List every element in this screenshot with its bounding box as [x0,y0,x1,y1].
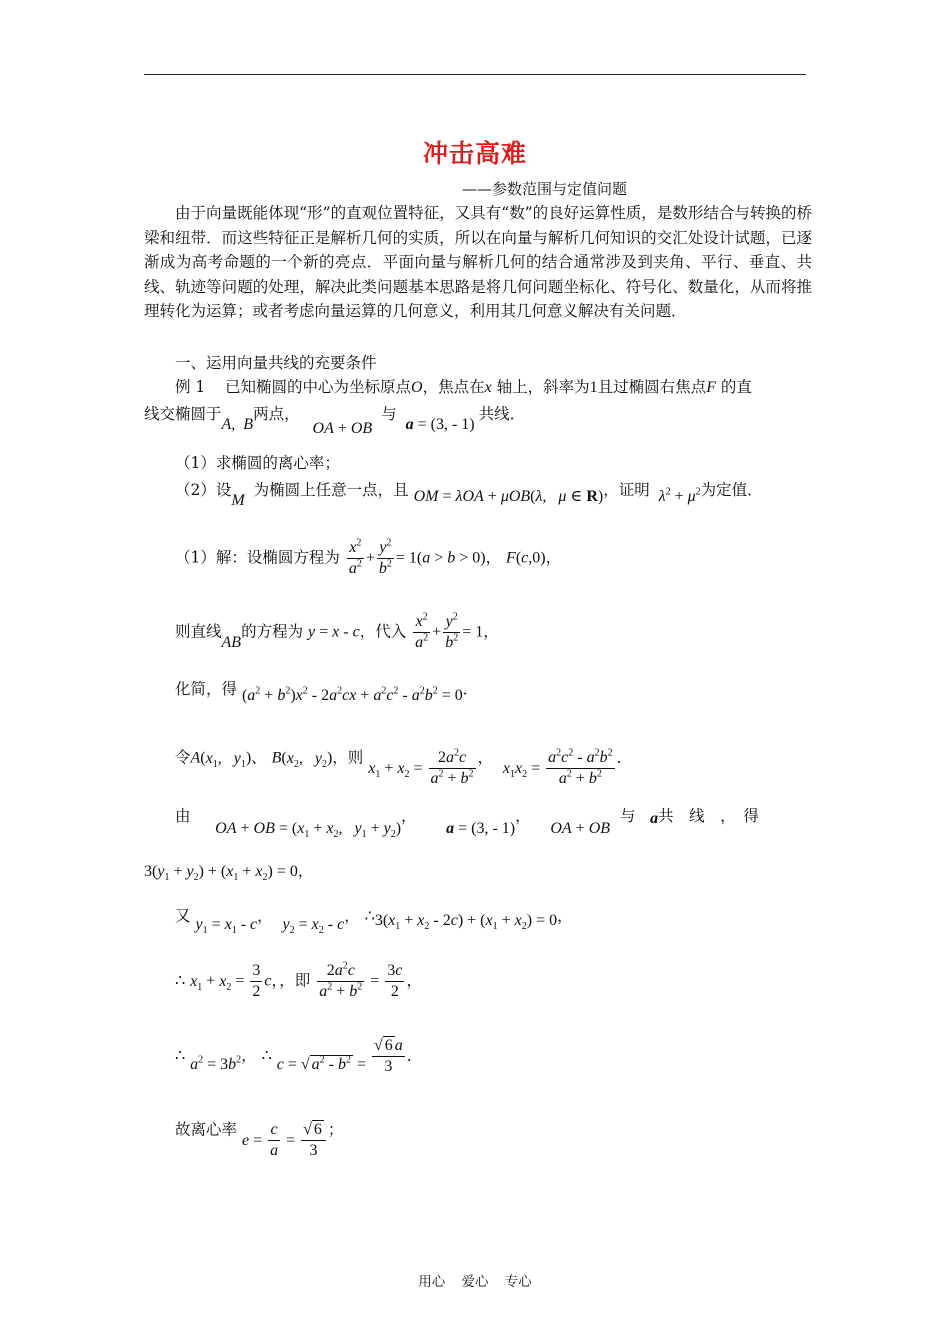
solution-line-1: （1）解：设椭圆方程为 $\frac{x^2}{a^2}$ + $\frac{y^2}{b^2}$ = 1(a > b > 0)， F(c,0)， [175,537,562,577]
solution-line-9: ∴ $a^2 = 3b^2$， ∴ c = √ $a^2 - b^2$ = $\frac{√ 6 a}{3}$ ． [175,1037,423,1075]
solution-line-2: 则直线AB的方程为 y = x - c，代入 $\frac{x^2}{a^2}$ + $\frac{y^2}{b^2}$ = 1， [175,611,499,651]
therefore-icon: ∴ [364,906,375,925]
page-title: 冲击高难 [422,139,527,168]
question-2: （2）设M 为椭圆上任意一点，且 OM = λOA + μOB(λ, μ ∈ R)，证明 $\lambda^2 + \mu^2$为定值． [175,481,763,509]
section-heading: 一、运用向量共线的充要条件 [175,354,377,372]
solution-line-3: 化简，得 $(a^2 + b^2)x^2 - 2a^2cx + a^2c^2 - a^2b^2 = 0$． [175,680,479,704]
intro-paragraph [144,201,812,324]
footer-text-2: 爱心 [461,1274,489,1290]
question-1: （1）求椭圆的离心率； [175,454,340,472]
page-footer [0,1270,950,1290]
example-line-1: 例 1 已知椭圆的中心为坐标原点O，焦点在x 轴上，斜率为1且过椭圆右焦点F 的直 [175,378,752,396]
footer-text-3: 专心 [504,1274,532,1290]
intro-text: 由于向量既能体现“形”的直观位置特征，又具有“数”的良好运算性质，是数形结合与转换的桥梁和纽带．而这些特征正是解析几何的实质，所以在向量与解析几何知识的交汇处设计试题，已逐渐成为高考命题的一个新的亮点．平面向量与解析几何的结合通常涉及到夹角、平行、垂直、共线、轨迹等问题的处理，解决此类问题基本思路是将几何问题坐标化、符号化、数量化，从而将推理转化为运算；或者考虑向量运算的几何意义，利用其几何意义解决有关问题． [144,204,812,320]
therefore-icon: ∴ [261,1045,272,1065]
page-subtitle: ——参数范围与定值问题 [462,180,628,198]
example-line-2: 线交椭圆于A, B两点， OA + OB 与 a = (3, - 1) 共线． [144,405,526,437]
solution-line-5: 由 OA + OB = ($x_1 + x_2$, $y_1 + y_2$)， a = (3, - 1)， OA + OB 与 a共 线 ， 得 [175,807,759,841]
solution-line-6: $3(y_1 + y_2) + (x_1 + x_2) = 0$， [144,862,314,884]
solution-line-4: 令$A(x_1$, $y_1$)、 $B(x_2$, $y_2$)，则 $x_1 + x_2$ = $\frac{2a^2c}{a^2 + b^2}$ ， $x_1x_2$ = $\frac{a^2c^2 - a^2b^2}{a^2 + b^2}$ ． [175,747,633,787]
therefore-icon: ∴ [175,1045,186,1065]
solution-line-10: 故离心率 e = $\frac{c}{a}$ = $\frac{√ 6}{3}$ ； [175,1120,344,1159]
header-rule [144,74,806,75]
solution-line-7: 又 $y_1 = x_1 - c$， $y_2 = x_2 - c$， $\therefore 3(x_1 + x_2 - 2c) + (x_1 + x_2) = 0$， [175,906,573,937]
solution-line-8: ∴ $x_1 + x_2$ = $\frac{3}{2}$ c，，即 $\frac{2a^2c}{a^2 + b^2}$ = $\frac{3c}{2}$ ， [175,960,422,1000]
footer-text-1: 用心 [418,1274,446,1290]
therefore-icon: ∴ [175,970,186,990]
